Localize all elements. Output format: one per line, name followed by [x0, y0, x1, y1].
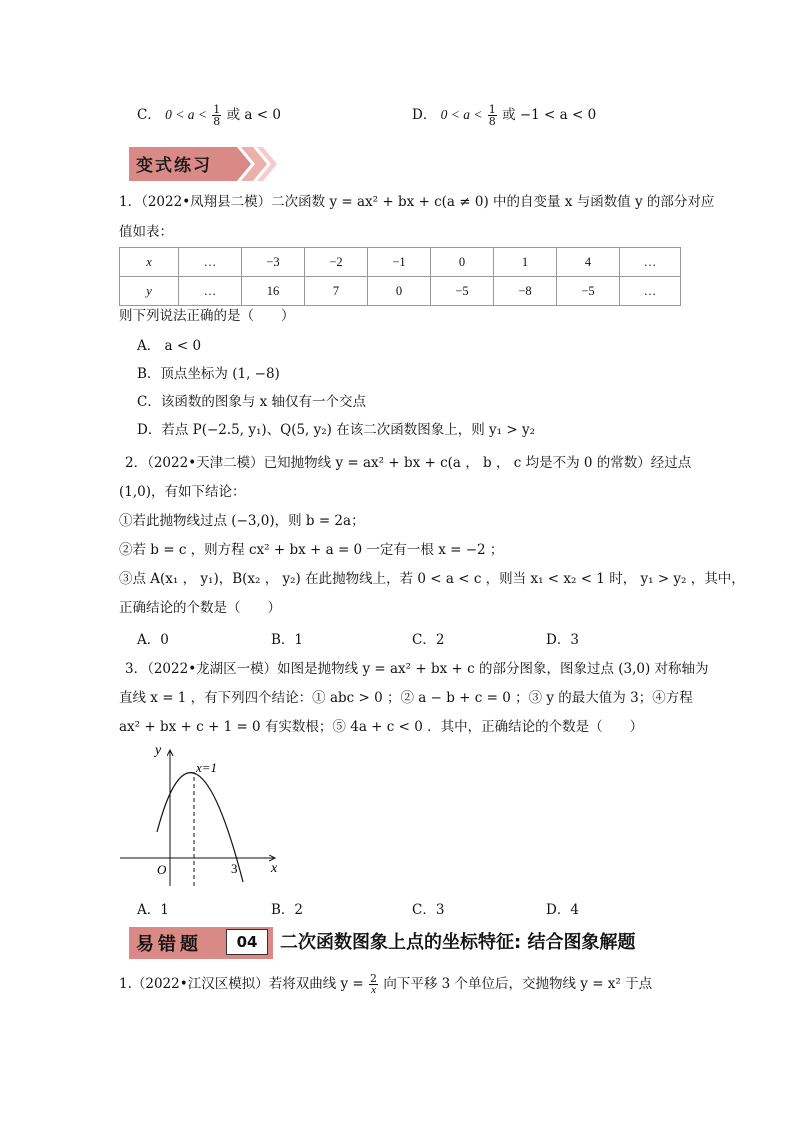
table-row-y — [120, 277, 681, 306]
option-d-tail: 或 −1 < a < 0 — [502, 107, 597, 123]
q1-line-2: 值如表： — [119, 224, 173, 240]
q1-option-a: A． a < 0 — [137, 338, 202, 354]
q2-option-d: D．3 — [546, 632, 579, 648]
q2-line-5: ③点 A(x₁ ， y₁)，B(x₂ ， y₂) 在此抛物线上，若 0 < a < c ，则当 x₁ < x₂ < 1 时， y₁ > y₂ ，其中， — [119, 571, 745, 587]
table-cell: 1 — [494, 248, 557, 277]
origin-label: O — [157, 862, 167, 877]
q2-line-4: ②若 b = c ，则方程 cx² + bx + a = 0 一定有一根 x = −2 ； — [119, 542, 504, 558]
symmetry-axis-label: x=1 — [196, 760, 218, 775]
table-row-x — [120, 248, 681, 277]
q2-line-2: (1,0)，有如下结论： — [119, 484, 246, 500]
q3-option-b: B．2 — [271, 902, 304, 918]
table-cell: … — [620, 248, 681, 277]
option-c-label: C． — [137, 107, 161, 123]
fraction — [488, 104, 497, 127]
q3-line-1: 3．（2022•龙湖区一模）如图是抛物线 y = ax² + bx + c 的部分图象，图象过点 (3,0) 对称轴为 — [125, 661, 709, 677]
fraction-numerator: 2 — [370, 972, 378, 985]
value-table — [119, 247, 681, 306]
option-d — [412, 103, 596, 127]
fraction-numerator: 1 — [213, 103, 221, 116]
q3-line-3: ax² + bx + c + 1 = 0 有实数根；⑤ 4a + c < 0 ．其中，正确结论的个数是（ ） — [119, 719, 644, 735]
q1-option-c: C．该函数的图象与 x 轴仅有一个交点 — [137, 394, 367, 410]
option-d-label: D． — [412, 107, 437, 123]
table-cell: 0 — [368, 277, 431, 306]
option-c — [137, 103, 281, 127]
y-axis-label: y — [155, 743, 162, 758]
option-c-tail: 或 a < 0 — [226, 107, 281, 123]
error-section-tag: 易错题 — [136, 934, 202, 955]
table-cell: 0 — [431, 248, 494, 277]
table-cell: 7 — [305, 277, 368, 306]
option-c-math: 0 < a < — [165, 107, 207, 122]
q2-line-6: 正确结论的个数是（ ） — [119, 600, 281, 616]
error-section-title: 二次函数图象上点的坐标特征: 结合图象解题 — [280, 932, 636, 953]
error-section-number: 04 — [226, 929, 268, 955]
fraction — [369, 973, 378, 996]
q1-option-d: D．若点 P(−2.5, y₁)、Q(5, y₂) 在该二次函数图象上，则 y₁ > y₂ — [137, 422, 535, 438]
table-cell: −3 — [242, 248, 305, 277]
table-cell: x — [120, 248, 179, 277]
table-cell: 4 — [557, 248, 620, 277]
option-d-math: 0 < a < — [440, 107, 483, 122]
fraction-denominator: 8 — [213, 115, 221, 128]
q2-option-a: A．0 — [137, 632, 169, 648]
q3-option-c: C．3 — [412, 902, 445, 918]
table-cell: −5 — [431, 277, 494, 306]
q3-option-d: D．4 — [546, 902, 579, 918]
q3-option-a: A．1 — [137, 902, 169, 918]
fraction-denominator: 8 — [488, 115, 496, 128]
q2-line-1: 2．（2022•天津二模）已知抛物线 y = ax² + bx + c(a ， b ， c 均是不为 0 的常数）经过点 — [125, 455, 692, 471]
table-cell: … — [179, 277, 242, 306]
table-cell: −2 — [305, 248, 368, 277]
q1-line-3: 则下列说法正确的是（ ） — [119, 308, 295, 324]
fraction-denominator: x — [371, 984, 376, 996]
section-banner-title: 变式练习 — [136, 156, 212, 176]
x-axis-label: x — [271, 861, 278, 876]
q2-line-3: ①若此抛物线过点 (−3,0)，则 b = 2a； — [119, 513, 365, 529]
fraction-numerator: 1 — [488, 103, 496, 116]
q1-line-1: 1．（2022•凤翔县二模）二次函数 y = ax² + bx + c(a ≠ 0) 中的自变量 x 与函数值 y 的部分对应 — [119, 194, 715, 210]
q2-option-b: B．1 — [271, 632, 304, 648]
table-cell: y — [120, 277, 179, 306]
table-cell: … — [179, 248, 242, 277]
footer-question — [119, 973, 652, 996]
q1-option-b: B．顶点坐标为 (1, −8) — [137, 366, 280, 382]
q3-line-2: 直线 x = 1 ，有下列四个结论：① abc > 0 ；② a − b + c = 0 ；③ y 的最大值为 3；④方程 — [119, 690, 693, 706]
q2-option-c: C．2 — [412, 632, 445, 648]
table-cell: 16 — [242, 277, 305, 306]
root-label: 3 — [231, 861, 238, 876]
footer-question-start: 1.（2022•江汉区模拟）若将双曲线 y = — [119, 976, 364, 992]
fraction — [212, 104, 221, 127]
parabola-graph — [115, 742, 285, 887]
table-cell: … — [620, 277, 681, 306]
footer-question-end: 向下平移 3 个单位后，交抛物线 y = x² 于点 — [383, 976, 653, 992]
table-cell: −5 — [557, 277, 620, 306]
table-cell: −1 — [368, 248, 431, 277]
table-cell: −8 — [494, 277, 557, 306]
